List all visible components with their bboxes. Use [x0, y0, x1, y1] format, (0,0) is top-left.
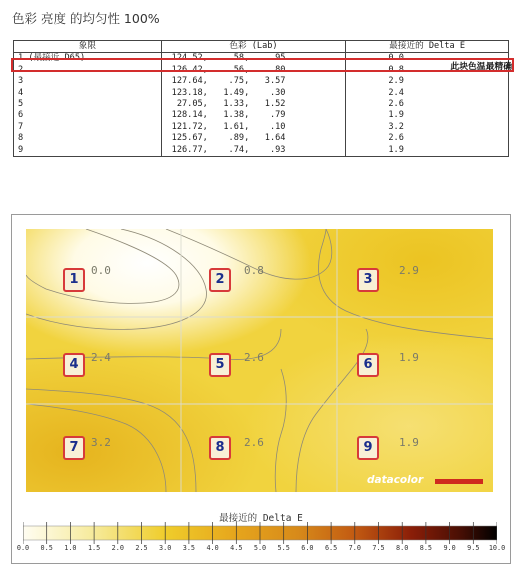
scale-tick-label: 3.0 [159, 544, 172, 552]
scale-tick-labels [16, 544, 506, 556]
color-scale-bar [23, 522, 497, 544]
quadrant-2-marker: 2 [209, 268, 231, 292]
scale-tick-label: 0.5 [40, 544, 53, 552]
cell-delta-e: 0.8 [346, 65, 509, 76]
cell-lab: 123.18, 1.49, .30 [161, 88, 346, 99]
quadrant-5-marker: 5 [209, 353, 231, 377]
table-row [14, 133, 509, 144]
quadrant-1-value: 0.0 [91, 264, 111, 277]
scale-tick-label: 8.5 [419, 544, 433, 552]
cell-quadrant: 1 (最接近 D65) [14, 53, 162, 65]
scale-title: 最接近的 Delta E [219, 513, 303, 524]
scale-tick-label: 4.0 [206, 544, 219, 552]
cell-quadrant: 9 [14, 145, 162, 157]
scale-tick-label: 7.0 [348, 544, 361, 552]
quadrant-3-value: 2.9 [399, 264, 419, 277]
quadrant-2-value: 0.8 [244, 264, 264, 277]
quadrant-6-value: 1.9 [399, 351, 419, 364]
quadrant-8-value: 2.6 [244, 436, 264, 449]
scale-tick-label: 8.0 [396, 544, 409, 552]
scale-tick-label: 7.5 [372, 544, 385, 552]
cell-delta-e: 1.9 [346, 145, 509, 157]
scale-tick-label: 2.0 [111, 544, 124, 552]
table-row [14, 122, 509, 133]
scale-tick-label: 1.0 [64, 544, 77, 552]
cell-lab: 127.64, .75, 3.57 [161, 76, 346, 87]
cell-quadrant: 5 [14, 99, 162, 110]
cell-quadrant: 4 [14, 88, 162, 99]
scale-tick-label: 6.0 [301, 544, 314, 552]
scale-tick-label: 10.0 [488, 544, 506, 552]
cell-quadrant: 7 [14, 122, 162, 133]
quadrant-6-marker: 6 [357, 353, 379, 377]
cell-delta-e: 0.0 [346, 53, 509, 65]
table-row [14, 88, 509, 99]
scale-tick-label: 6.5 [324, 544, 338, 552]
scale-tick-label: 3.5 [182, 544, 196, 552]
quadrant-7-marker: 7 [63, 436, 85, 460]
table-row [14, 99, 509, 110]
annotation-text: 此块色温最精确 [450, 62, 512, 72]
cell-lab: 124.52, .58, .95 [161, 53, 346, 65]
cell-delta-e: 2.4 [346, 88, 509, 99]
logo-bar [435, 479, 483, 484]
cell-delta-e: 3.2 [346, 122, 509, 133]
scale-tick-label: 2.5 [135, 544, 148, 552]
cell-quadrant: 3 [14, 76, 162, 87]
cell-delta-e: 2.6 [346, 133, 509, 144]
scale-tick-label: 9.0 [443, 544, 456, 552]
scale-tick-label: 1.5 [87, 544, 101, 552]
datacolor-logo [367, 476, 485, 488]
scale-tick-label: 5.5 [277, 544, 290, 552]
scale-tick-label: 5.0 [253, 544, 267, 552]
cell-lab: 126.42, .56, .80 [161, 65, 346, 76]
header-delta-e: 最接近的 Delta E [346, 41, 509, 53]
cell-delta-e: 2.9 [346, 76, 509, 87]
scale-tick-label: 0.0 [16, 544, 30, 552]
quadrant-8-marker: 8 [209, 436, 231, 460]
scale-tick-label: 4.5 [230, 544, 243, 552]
quadrant-7-value: 3.2 [91, 436, 111, 449]
cell-lab: 125.67, .89, 1.64 [161, 133, 346, 144]
scale-ticks [23, 522, 497, 544]
table-row [14, 145, 509, 157]
header-lab: 色彩 (Lab) [161, 41, 346, 53]
scale-tick-label: 9.5 [467, 544, 480, 552]
table-row [14, 110, 509, 121]
table-row [14, 76, 509, 87]
cell-quadrant: 8 [14, 133, 162, 144]
cell-lab: 27.05, 1.33, 1.52 [161, 99, 346, 110]
quadrant-5-value: 2.6 [244, 351, 264, 364]
table-header-row [14, 41, 509, 53]
page-title: 色彩 亮度 的均匀性 100% [12, 11, 160, 26]
cell-quadrant: 2 [14, 65, 162, 76]
cell-lab: 121.72, 1.61, .10 [161, 122, 346, 133]
quadrant-1-marker: 1 [63, 268, 85, 292]
quadrant-3-marker: 3 [357, 268, 379, 292]
quadrant-4-value: 2.4 [91, 351, 111, 364]
cell-delta-e: 1.9 [346, 110, 509, 121]
quadrant-4-marker: 4 [63, 353, 85, 377]
header-quadrant: 象限 [14, 41, 162, 53]
cell-delta-e: 2.6 [346, 99, 509, 110]
highlight-box [11, 58, 514, 72]
quadrant-9-marker: 9 [357, 436, 379, 460]
cell-quadrant: 6 [14, 110, 162, 121]
cell-lab: 128.14, 1.38, .79 [161, 110, 346, 121]
quadrant-9-value: 1.9 [399, 436, 419, 449]
logo-text: datacolor [367, 474, 424, 486]
cell-lab: 126.77, .74, .93 [161, 145, 346, 157]
